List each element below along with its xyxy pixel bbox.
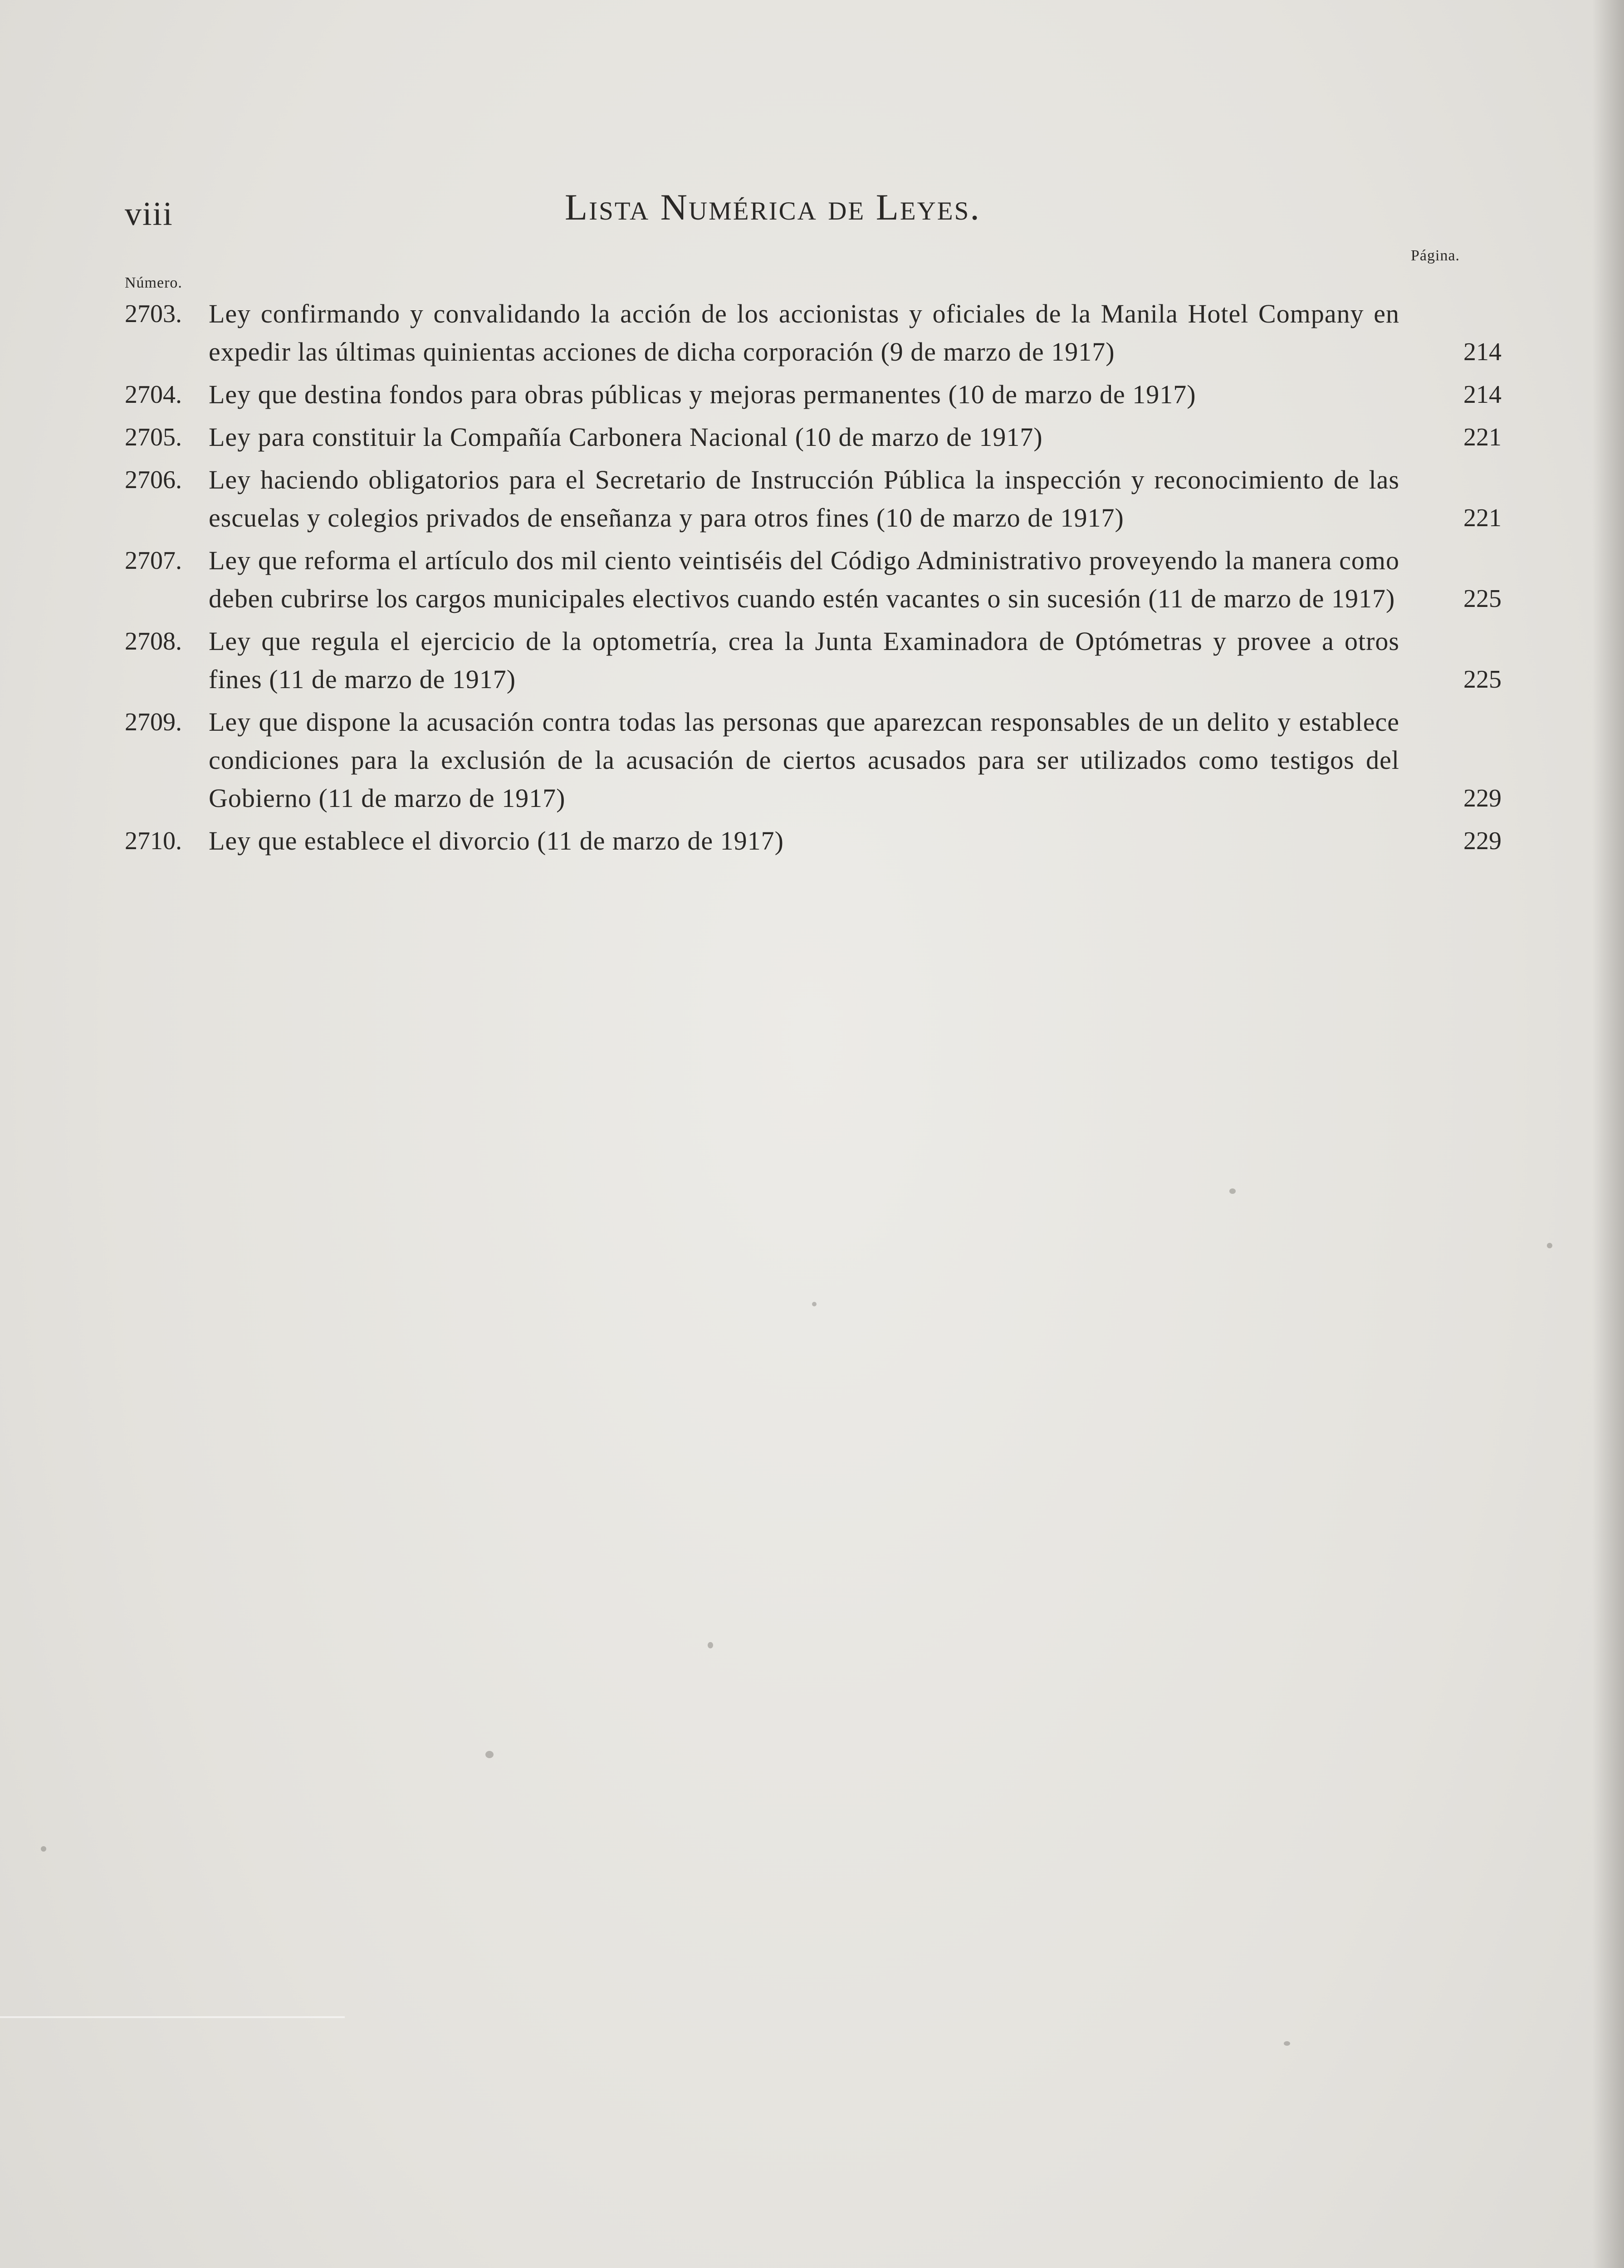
- law-number: 2709.: [125, 708, 182, 736]
- law-title: [209, 822, 1399, 860]
- scan-speck: [708, 1642, 713, 1648]
- list-item: [125, 295, 1502, 371]
- law-title-text: Ley que regula el ejercicio de la optometría, crea la Junta Examinadora de Optómetras y provee a otros fines (11 de marzo de 1917): [209, 626, 1399, 694]
- law-title: [209, 703, 1399, 817]
- list-item: [125, 703, 1502, 817]
- law-title: [209, 376, 1399, 414]
- page-reference: 229: [1463, 827, 1502, 855]
- column-header-number: Número.: [125, 274, 182, 291]
- page-number: viii: [125, 196, 173, 233]
- law-title: [209, 461, 1399, 537]
- law-number: 2710.: [125, 827, 182, 855]
- law-title: [209, 418, 1399, 456]
- law-list: [125, 295, 1502, 865]
- scan-speck: [41, 1846, 46, 1852]
- page-reference: 225: [1463, 665, 1502, 694]
- page-reference: 229: [1463, 784, 1502, 812]
- running-title: Lista Numérica de Leyes.: [565, 186, 981, 228]
- page-reference: 225: [1463, 585, 1502, 613]
- scan-speck: [812, 1302, 817, 1306]
- law-title: [209, 295, 1399, 371]
- law-title: [209, 542, 1399, 618]
- law-title-text: Ley que destina fondos para obras públicas y mejoras permanentes (10 de marzo de 1917): [209, 380, 1196, 409]
- column-header-page: Página.: [1411, 247, 1460, 264]
- scan-speck: [485, 1751, 494, 1758]
- law-title-text: Ley que establece el divorcio (11 de marzo de 1917): [209, 826, 784, 855]
- law-title-text: Ley confirmando y convalidando la acción de los accionistas y oficiales de la Manila Hotel Company en expedir las últimas quinientas acciones de dicha corporación (9 de marzo de 1917): [209, 299, 1399, 367]
- law-number: 2704.: [125, 381, 182, 409]
- list-item: [125, 376, 1502, 414]
- law-title-text: Ley haciendo obligatorios para el Secretario de Instrucción Pública la inspección y reconocimiento de las escuelas y colegios privados de enseñanza y para otros fines (10 de marzo de 1917): [209, 465, 1399, 533]
- page-edge-shadow: [1592, 0, 1624, 2268]
- list-item: [125, 461, 1502, 537]
- list-item: [125, 542, 1502, 618]
- scan-speck: [1229, 1188, 1236, 1194]
- scan-speck: [1284, 2041, 1290, 2046]
- page-reference: 221: [1463, 423, 1502, 451]
- law-title: [209, 622, 1399, 699]
- law-number: 2707.: [125, 547, 182, 575]
- list-item: [125, 418, 1502, 456]
- list-item: [125, 622, 1502, 699]
- page-header: [125, 186, 1467, 240]
- list-item: [125, 822, 1502, 860]
- law-number: 2705.: [125, 423, 182, 451]
- law-number: 2708.: [125, 627, 182, 655]
- law-number: 2706.: [125, 466, 182, 494]
- scan-speck: [1547, 1243, 1552, 1248]
- page-reference: 214: [1463, 381, 1502, 409]
- law-number: 2703.: [125, 300, 182, 328]
- law-title-text: Ley para constituir la Compañía Carbonera Nacional (10 de marzo de 1917): [209, 422, 1043, 452]
- law-title-text: Ley que reforma el artículo dos mil ciento veintiséis del Código Administrativo proveyendo la manera como deben cubrirse los cargos municipales electivos cuando estén vacantes o sin sucesión (11 de marzo de 1917): [209, 546, 1399, 613]
- page-reference: 214: [1463, 338, 1502, 366]
- law-title-text: Ley que dispone la acusación contra todas las personas que aparezcan responsables de un delito y establece condiciones para la exclusión de la acusación de ciertos acusados para ser utilizados como testigos del Gobierno (11 de marzo de 1917): [209, 707, 1399, 813]
- scan-artifact-line: [0, 2016, 345, 2018]
- page-reference: 221: [1463, 504, 1502, 532]
